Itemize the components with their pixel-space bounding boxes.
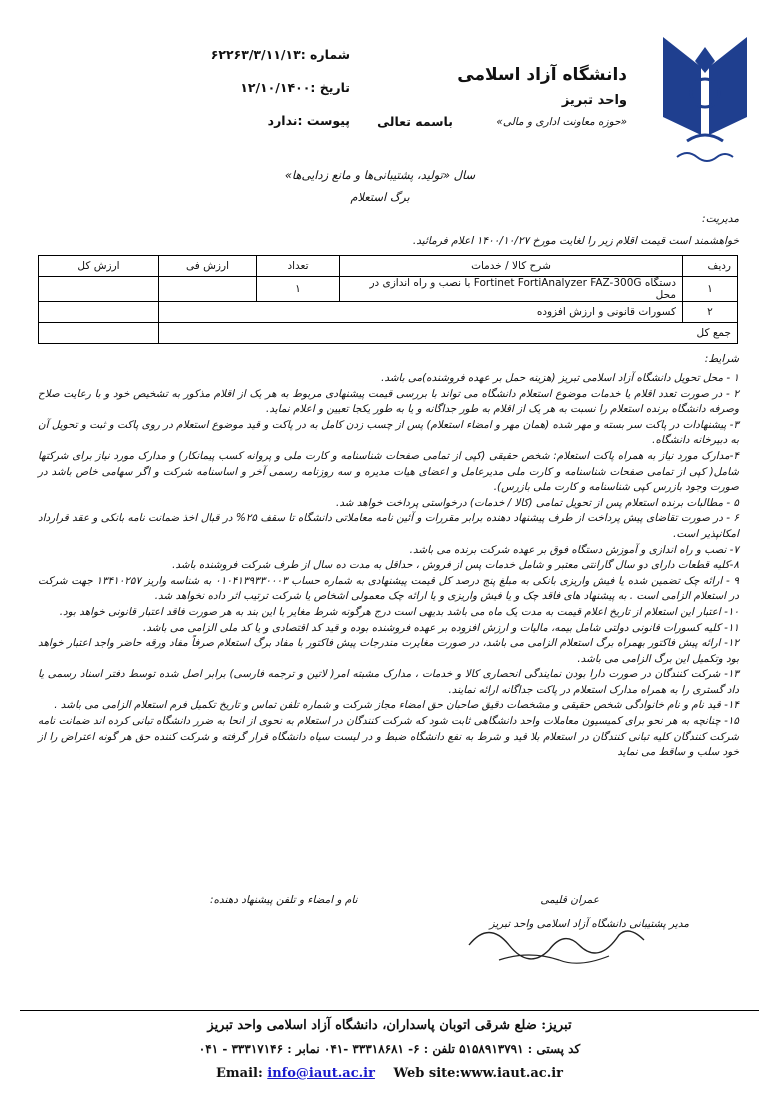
condition-item: ۸-کلیه قطعات دارای دو سال گارانتی معتبر و شامل خدمات پس از فروش ، حداقل به مدت ده سال از طرف شرکت فروشنده باشد. xyxy=(172,559,739,572)
row-total xyxy=(39,302,159,323)
condition-item: ۶ - در صورت تقاضای پیش پرداخت از طرف پیشنهاد دهنده برابر مقررات و آئین نامه معاملاتی دانشگاه تا سقف ۲۵% در قبال اخذ ضمانت نامه بانکی و عقد قرارداد امکانپذیر است. xyxy=(38,512,739,540)
branch-name: واحد تبریز xyxy=(561,93,627,108)
signer-title: مدیر پشتیبانی دانشگاه آزاد اسلامی واحد تبریز xyxy=(489,918,689,930)
header-unit-price: ارزش فی xyxy=(159,256,257,277)
condition-item: ۱۵- چنانچه به هر نحو برای کمیسیون معاملات واحد دانشگاهی ثابت شود که شرکت کنندگان در استعلام به نحوی از انحا به ضرر دانشگاه تبانی کرده اند ضمانت نامه شرکت کنندگان کلیه تبانی کنندگان در استعلام بلا قید و شرط به نفع دانشگاه ضبط و در لیست سیاه دانشگاه قرار گرفته و شرکت کننده حق هر گونه اعتراض را از خود سلب و ساقط می نماید xyxy=(38,715,739,759)
row-no: ۱ xyxy=(683,277,738,302)
footer-postal-phone: کد پستی : ۵۱۵۸۹۱۳۷۹۱ تلفن : ۶- ۳۳۳۱۸۶۸۱ -۰۴۱ نمابر : ۳۳۳۱۷۱۴۶ - ۰۴۱ xyxy=(198,1042,581,1056)
bidder-signature-label: نام و امضاء و تلفن پیشنهاد دهنده: xyxy=(210,894,358,906)
row-qty: ۱ xyxy=(257,277,340,302)
deputy-name: «حوزه معاونت اداری و مالی» xyxy=(496,116,627,128)
header-desc: شرح کالا / خدمات xyxy=(340,256,683,277)
letter-date: تاریخ :۱۲/۱۰/۱۴۰۰ xyxy=(240,80,350,95)
row-desc: دستگاه Fortinet FortiAnalyzer FAZ-300G با نصب و راه اندازی در محل xyxy=(340,277,683,302)
salutation: مدیریت: xyxy=(702,213,739,225)
year-motto: سال «تولید، پشتیبانی‌ها و مانع زدایی‌ها» xyxy=(284,168,476,182)
handwritten-signature xyxy=(459,905,659,975)
request-text: خواهشمند است قیمت اقلام زیر را لغایت مورخ ۱۴۰۰/۱۰/۲۷ اعلام فرمائید. xyxy=(412,235,739,247)
condition-item: ۱۴- قید نام و نام خانوادگی شخص حقیقی و مشخصات دقیق صاحبان حق امضاء مجاز شرکت و شماره تلفن تماس و تاریخ تکمیل فرم استعلام الزامی می باشد . xyxy=(54,699,739,712)
condition-item: ۱ - محل تحویل دانشگاه آزاد اسلامی تبریز (هزینه حمل بر عهده فروشنده)می باشد. xyxy=(381,372,739,384)
footer-address: تبریز: ضلع شرقی اتوبان پاسداران، دانشگاه آزاد اسلامی واحد تبریز xyxy=(207,1018,572,1033)
condition-item: ۷- نصب و راه اندازی و آموزش دستگاه فوق بر عهده شرکت برنده می باشد. xyxy=(409,543,739,556)
footer-contact xyxy=(20,1066,759,1081)
grand-total-row xyxy=(39,323,738,344)
letter-number: شماره :۶۲۲۶۳/۳/۱۱/۱۳ xyxy=(210,47,350,62)
conditions-title: شرایط: xyxy=(704,353,739,365)
bismillah: باسمه تعالی xyxy=(377,114,453,129)
row-unit-price xyxy=(159,277,257,302)
condition-item: ۴-مدارک مورد نیاز به همراه پاکت استعلام: شخص حقیقی (کپی از تمامی صفحات شناسنامه و کارت ملی و پروانه کسب پیمانکار) و مدارک مورد نیاز برای شرکتها شامل( کپی از تمامی صفحات شناسنامه و کارت ملی مدیرعامل و اعضای هیات مدیره و سه روزنامه رسمی آخر و اساسنامه شرکت و اگر سهامی خاص باشد در صورت وجود بازرس کپی شناسنامه و کارت ملی بازرس). xyxy=(38,449,739,494)
university-name: دانشگاه آزاد اسلامی xyxy=(457,65,627,85)
header-total: ارزش کل xyxy=(39,256,159,277)
row-no: ۲ xyxy=(683,302,738,323)
form-title: برگ استعلام xyxy=(350,190,410,204)
condition-item: ۱۳- شرکت کنندگان در صورت دارا بودن نمایندگی انحصاری کالا و خدمات ، مدارک مشبته امر( لاتین و ترجمه فارسی) برابر اصل شده توسط دفتر اسناد رسمی یا داد گستری را به همراه مدارک استعلام در پاکت جداگانه ارائه نمایند. xyxy=(38,668,739,696)
table-header-row xyxy=(39,256,738,277)
university-logo xyxy=(657,33,753,175)
condition-item: ۱۰- اعتبار این استعلام از تاریخ اعلام قیمت به مدت یک ماه می باشد بدیهی است درج هرگونه شرط مغایر با این بند به هر صورت فاقد اعتبار قانونی خواهد بود. xyxy=(59,605,739,618)
table-row xyxy=(39,302,738,323)
condition-item: ۳- پیشنهادات در پاکت سر بسته و مهر شده (همان مهر و امضاء استعلام) پس از چسب زدن کامل به در پاکت و قید موضوع استعلام در روی پاکت و ثبت و تحویل آن به دبیرخانه دانشگاه. xyxy=(38,418,739,447)
condition-item: ۲ - در صورت تعدد اقلام یا خدمات موضوع استعلام دانشگاه می تواند با بررسی قیمت پیشنهادی مربوط به هر یک از اقلام مذکور به تشخیص خود و با رعایت صلاح وصرفه دانشگاه برنده استعلام را نسبت به هر یک از اقلام به طور جداگانه و یا به طور یکجا تعیین و اعلام نماید. xyxy=(38,387,739,416)
condition-item: ۹ - ارائه چک تضمین شده یا فیش واریزی بانکی به مبلغ پنج درصد کل قیمت پیشنهادی به شماره حساب ۰۱۰۴۱۳۹۳۳۰۰۰۳ به شناسه واریز ۱۳۴۱۰۲۵۷ جهت شرکت در استعلام الزامی است . به پیشنهاد های فاقد چک و یا فیش واریزی و یا ارائه چک معمولی اشخاص یا شرکت ترتیب اثر داده نخواهد شد. xyxy=(38,574,739,603)
condition-item: ۵ - مطالبات برنده استعلام پس از تحویل تمامی (کالا / خدمات) درخواستی پرداخت خواهد شد. xyxy=(336,496,739,509)
header-qty: تعداد xyxy=(257,256,340,277)
table-row xyxy=(39,277,738,302)
header-titles xyxy=(447,65,627,128)
website-text[interactable]: Web site:www.iaut.ac.ir xyxy=(393,1066,564,1081)
condition-item: ۱۲- ارائه پیش فاکتور بهمراه برگ استعلام الزامی می باشد، در صورت مغایرت مندرجات پیش فاکتور با مفاد برگ استعلام صرفاً مفاد ورقه حاضر واجد اعتبار خواهد بود وتکمیل این برگ الزامی می باشد. xyxy=(38,637,739,665)
letter-attachment: پیوست :ندارد xyxy=(267,113,350,128)
conditions-list xyxy=(38,371,739,761)
grand-total-label: جمع کل xyxy=(159,323,738,344)
row-desc: کسورات قانونی و ارزش افزوده xyxy=(159,302,683,323)
footer-divider xyxy=(20,1010,759,1011)
condition-item: ۱۱- کلیه کسورات قانونی دولتی شامل بیمه، مالیات و ارزش افزوده بر عهده فروشنده بوده و قید کد اقتصادی و یا کد ملی الزامی می باشد. xyxy=(143,621,739,634)
email-label: Email: xyxy=(215,1066,263,1081)
signer-name: عمران قلیمی xyxy=(540,894,599,906)
items-table xyxy=(38,255,738,344)
row-total xyxy=(39,277,159,302)
grand-total-value xyxy=(39,323,159,344)
header-row-no: ردیف xyxy=(683,256,738,277)
email-link[interactable]: info@iaut.ac.ir xyxy=(267,1066,375,1081)
